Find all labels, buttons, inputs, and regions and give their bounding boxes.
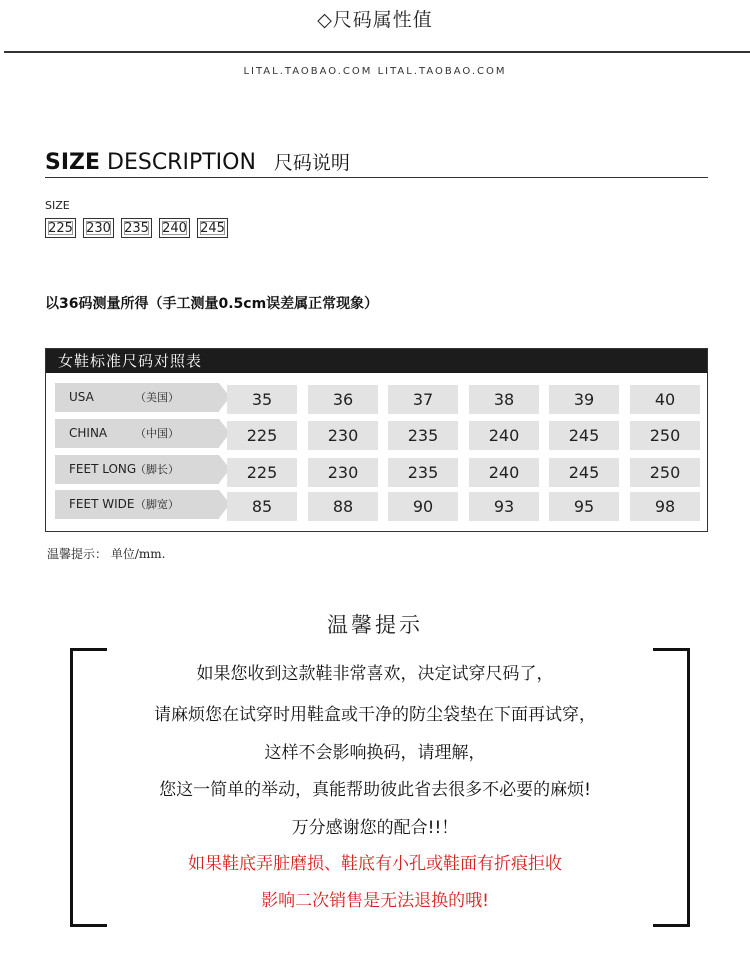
size-label: SIZE	[45, 199, 70, 212]
table-cell: 98	[630, 492, 700, 521]
notice-line: 这样不会影响换码，请理解，	[264, 743, 486, 763]
site-url: LITAL.TAOBAO.COM LITAL.TAOBAO.COM	[243, 66, 507, 77]
size-chart-table	[45, 348, 708, 532]
notice-line: 请麻烦您在试穿时用鞋盒或干净的防尘袋垫在下面再试穿，	[154, 705, 596, 725]
table-cell: 95	[549, 492, 619, 521]
heading-divider	[45, 177, 708, 178]
row-label-cn: （美国）	[135, 391, 179, 404]
row-label-en: USA	[69, 390, 94, 404]
size-option[interactable]: 230	[83, 218, 114, 238]
table-cell: 90	[388, 492, 458, 521]
heading-bold: SIZE	[45, 150, 101, 175]
row-label-en: CHINA	[69, 426, 108, 440]
row-label-en: FEET LONG	[69, 462, 137, 476]
row-label-cn: （脚长）	[135, 463, 179, 476]
warning-line: 如果鞋底弄脏磨损、鞋底有小孔或鞋面有折痕拒收	[188, 854, 562, 874]
heading-cn: 尺码说明	[273, 152, 350, 174]
table-cell: 225	[227, 421, 297, 450]
row-label-usa	[55, 383, 219, 412]
row-label-en: FEET WIDE	[69, 497, 135, 511]
warning-line: 影响二次销售是无法退换的哦!	[261, 891, 489, 911]
row-label-cn: （脚宽）	[135, 498, 179, 511]
table-cell: 225	[227, 458, 297, 487]
row-label-china	[55, 419, 219, 448]
notice-line: 如果您收到这款鞋非常喜欢，决定试穿尺码了，	[196, 664, 554, 684]
table-cell: 250	[630, 421, 700, 450]
row-label-cn: （中国）	[135, 427, 179, 440]
size-option[interactable]: 235	[121, 218, 152, 238]
heading-rest: DESCRIPTION	[100, 150, 256, 175]
table-cell: 85	[227, 492, 297, 521]
table-title: 女鞋标准尺码对照表	[46, 349, 707, 373]
row-label-feet-long	[55, 455, 219, 484]
table-cell: 37	[388, 385, 458, 414]
table-cell: 240	[469, 458, 539, 487]
table-cell: 235	[388, 421, 458, 450]
size-option[interactable]: 245	[197, 218, 228, 238]
size-option[interactable]: 225	[45, 218, 76, 238]
row-label-feet-wide	[55, 490, 219, 519]
table-cell: 250	[630, 458, 700, 487]
table-cell: 88	[308, 492, 378, 521]
measurement-note: 以36码测量所得（手工测量0.5cm误差属正常现象）	[45, 296, 379, 312]
size-option[interactable]: 240	[159, 218, 190, 238]
table-cell: 35	[227, 385, 297, 414]
notice-line: 您这一简单的举动，真能帮助彼此省去很多不必要的麻烦!	[159, 780, 591, 800]
table-cell: 240	[469, 421, 539, 450]
table-cell: 235	[388, 458, 458, 487]
table-cell: 230	[308, 458, 378, 487]
table-cell: 93	[469, 492, 539, 521]
table-cell: 39	[549, 385, 619, 414]
table-cell: 245	[549, 458, 619, 487]
table-cell: 38	[469, 385, 539, 414]
table-cell: 36	[308, 385, 378, 414]
table-cell: 245	[549, 421, 619, 450]
unit-note: 温馨提示： 单位/mm.	[47, 547, 166, 561]
size-description-heading	[45, 148, 350, 175]
page-title: ◇尺码属性值	[317, 9, 433, 31]
table-cell: 230	[308, 421, 378, 450]
top-divider	[4, 51, 750, 53]
warm-tip-title: 温馨提示	[327, 613, 423, 637]
table-cell: 40	[630, 385, 700, 414]
notice-line: 万分感谢您的配合!!！	[291, 818, 459, 838]
